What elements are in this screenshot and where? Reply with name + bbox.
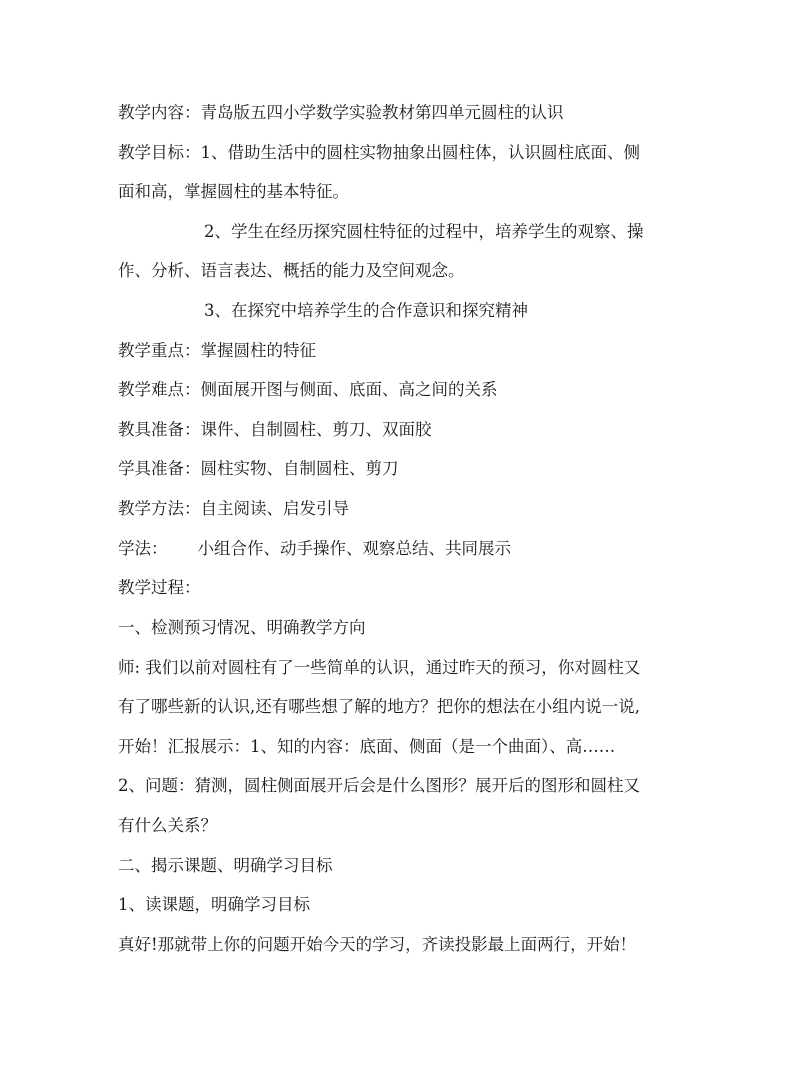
teaching-goal-2-line-2: 作、分析、语言表达、概括的能力及空间观念。 bbox=[118, 261, 465, 280]
teaching-goal-line-1: 教学目标：1、借助生活中的圆柱实物抽象出圆柱体，认识圆柱底面、侧 bbox=[118, 143, 640, 162]
teaching-aids-line: 教具准备：课件、自制圆柱、剪刀、双面胶 bbox=[118, 420, 432, 439]
key-point-line: 教学重点：掌握圆柱的特征 bbox=[118, 341, 316, 360]
section-one-heading: 一、检测预习情况、明确教学方向 bbox=[118, 618, 366, 637]
teaching-goal-3-line: 3、在探究中培养学生的合作意识和探究精神 bbox=[204, 301, 528, 320]
question-line-2: 有什么关系？ bbox=[118, 816, 217, 835]
learning-method-label: 学法： bbox=[118, 539, 168, 558]
report-display-line: 开始！汇报展示：1、知的内容：底面、侧面（是一个曲面）、高…… bbox=[118, 737, 616, 756]
teacher-speech-line-1: 师: 我们以前对圆柱有了一些简单的认识，通过昨天的预习，你对圆柱又 bbox=[118, 658, 641, 677]
teaching-goal-2-line-1: 2、学生在经历探究圆柱特征的过程中，培养学生的观察、操 bbox=[204, 222, 644, 241]
teaching-process-heading: 教学过程： bbox=[118, 578, 201, 597]
learning-aids-line: 学具准备：圆柱实物、自制圆柱、剪刀 bbox=[118, 459, 399, 478]
read-title-line: 1、读课题，明确学习目标 bbox=[118, 895, 310, 914]
teacher-speech-line-2: 有了哪些新的认识,还有哪些想了解的地方？把你的想法在小组内说一说, bbox=[118, 697, 640, 716]
difficult-point-line: 教学难点：侧面展开图与侧面、底面、高之间的关系 bbox=[118, 380, 498, 399]
teaching-method-line: 教学方法：自主阅读、启发引导 bbox=[118, 499, 349, 518]
teaching-content-line: 教学内容：青岛版五四小学数学实验教材第四单元圆柱的认识 bbox=[118, 103, 564, 122]
learning-method-value: 小组合作、动手操作、观察总结、共同展示 bbox=[197, 539, 511, 558]
teaching-goal-line-2: 面和高，掌握圆柱的基本特征。 bbox=[118, 182, 349, 201]
learning-method-line bbox=[118, 538, 678, 560]
closing-line: 真好!那就带上你的问题开始今天的学习，齐读投影最上面两行，开始！ bbox=[118, 935, 637, 954]
section-two-heading: 二、揭示课题、明确学习目标 bbox=[118, 856, 333, 875]
question-line-1: 2、问题：猜测，圆柱侧面展开后会是什么图形？展开后的图形和圆柱又 bbox=[118, 776, 640, 795]
